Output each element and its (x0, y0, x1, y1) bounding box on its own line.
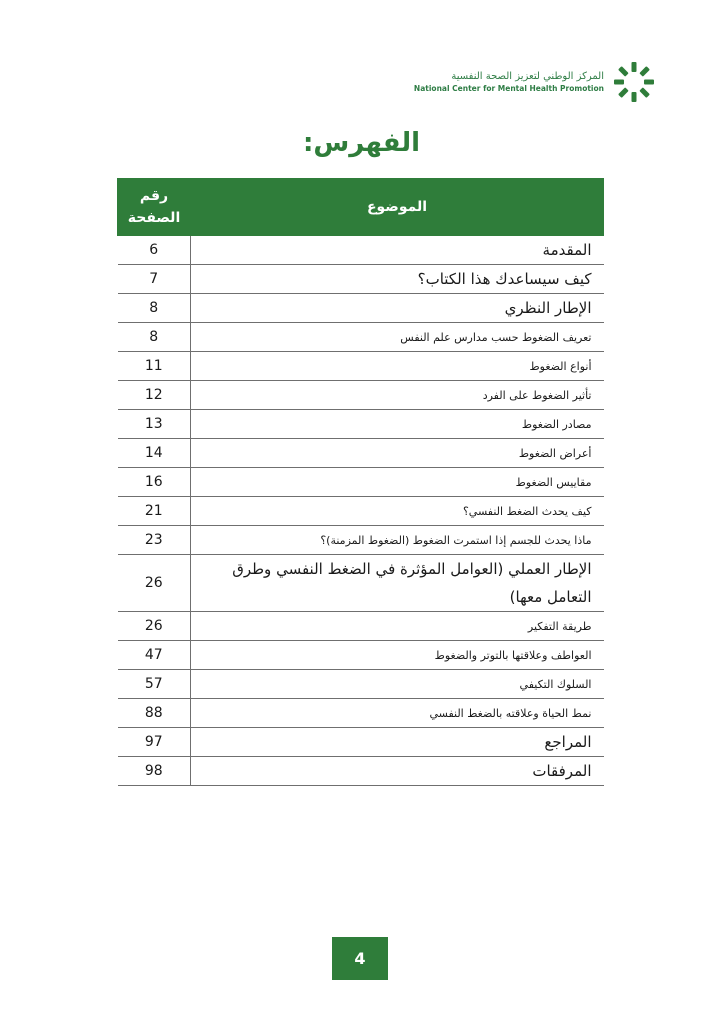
toc-row (118, 381, 604, 410)
toc-topic: ماذا يحدث للجسم إذا استمرت الضغوط (الضغوط المزمنة)؟ (191, 526, 604, 555)
toc-page-number: 97 (118, 728, 191, 757)
toc-topic: مقاييس الضغوط (191, 468, 604, 497)
toc-topic: كيف سيساعدك هذا الكتاب؟ (191, 265, 604, 294)
page-title: الفهرس: (303, 128, 420, 158)
toc-row (118, 323, 604, 352)
toc-row (118, 265, 604, 294)
toc-row (118, 612, 604, 641)
toc-topic: نمط الحياة وعلاقته بالضغط النفسي (191, 699, 604, 728)
org-name-en: National Center for Mental Health Promotion (413, 83, 604, 93)
toc-page-number: 14 (118, 439, 191, 468)
toc-page-number: 16 (118, 468, 191, 497)
toc-row (118, 555, 604, 612)
toc-row (118, 728, 604, 757)
toc-row (118, 670, 604, 699)
toc-row (118, 410, 604, 439)
toc-row (118, 699, 604, 728)
toc-page-number: 26 (118, 555, 191, 612)
toc-page-number: 13 (118, 410, 191, 439)
toc-page-number: 11 (118, 352, 191, 381)
toc-topic: السلوك التكيفي (191, 670, 604, 699)
toc-header-topic: الموضوع (191, 179, 604, 236)
org-name (414, 71, 604, 94)
toc-row (118, 526, 604, 555)
org-logo (414, 60, 656, 104)
toc-page-number: 8 (118, 294, 191, 323)
org-emblem-icon (612, 60, 656, 104)
toc-topic: مصادر الضغوط (191, 410, 604, 439)
toc-row (118, 468, 604, 497)
toc-page-number: 6 (118, 236, 191, 265)
toc-row (118, 294, 604, 323)
toc-row (118, 641, 604, 670)
toc-page-number: 47 (118, 641, 191, 670)
toc-topic: المرفقات (191, 757, 604, 786)
toc-page-number: 23 (118, 526, 191, 555)
toc-header-row (118, 179, 604, 236)
toc-page-number: 26 (118, 612, 191, 641)
toc-topic: تأثير الضغوط على الفرد (191, 381, 604, 410)
toc-page-number: 21 (118, 497, 191, 526)
toc-topic: المقدمة (191, 236, 604, 265)
toc-topic: المراجع (191, 728, 604, 757)
toc-topic: العواطف وعلاقتها بالتوتر والضغوط (191, 641, 604, 670)
toc-row (118, 757, 604, 786)
toc-page-number: 98 (118, 757, 191, 786)
toc-topic: أنواع الضغوط (191, 352, 604, 381)
toc-page-number: 88 (118, 699, 191, 728)
toc-topic: تعريف الضغوط حسب مدارس علم النفس (191, 323, 604, 352)
toc-topic: طريقة التفكير (191, 612, 604, 641)
toc-topic: الإطار النظري (191, 294, 604, 323)
toc-table (117, 178, 604, 786)
toc-topic: الإطار العملي (العوامل المؤثرة في الضغط النفسي وطرق التعامل معها) (191, 555, 604, 612)
toc-page-number: 12 (118, 381, 191, 410)
toc-header-page: رقم الصفحة (118, 179, 191, 236)
toc-page-number: 7 (118, 265, 191, 294)
toc-body (118, 236, 604, 786)
toc-topic: أعراض الضغوط (191, 439, 604, 468)
toc-row (118, 236, 604, 265)
toc-row (118, 497, 604, 526)
page-number: 4 (332, 937, 388, 980)
toc-topic: كيف يحدث الضغط النفسي؟ (191, 497, 604, 526)
toc-page-number: 57 (118, 670, 191, 699)
toc-row (118, 439, 604, 468)
toc-row (118, 352, 604, 381)
toc-page-number: 8 (118, 323, 191, 352)
org-name-ar: المركز الوطني لتعزيز الصحة النفسية (451, 70, 604, 82)
